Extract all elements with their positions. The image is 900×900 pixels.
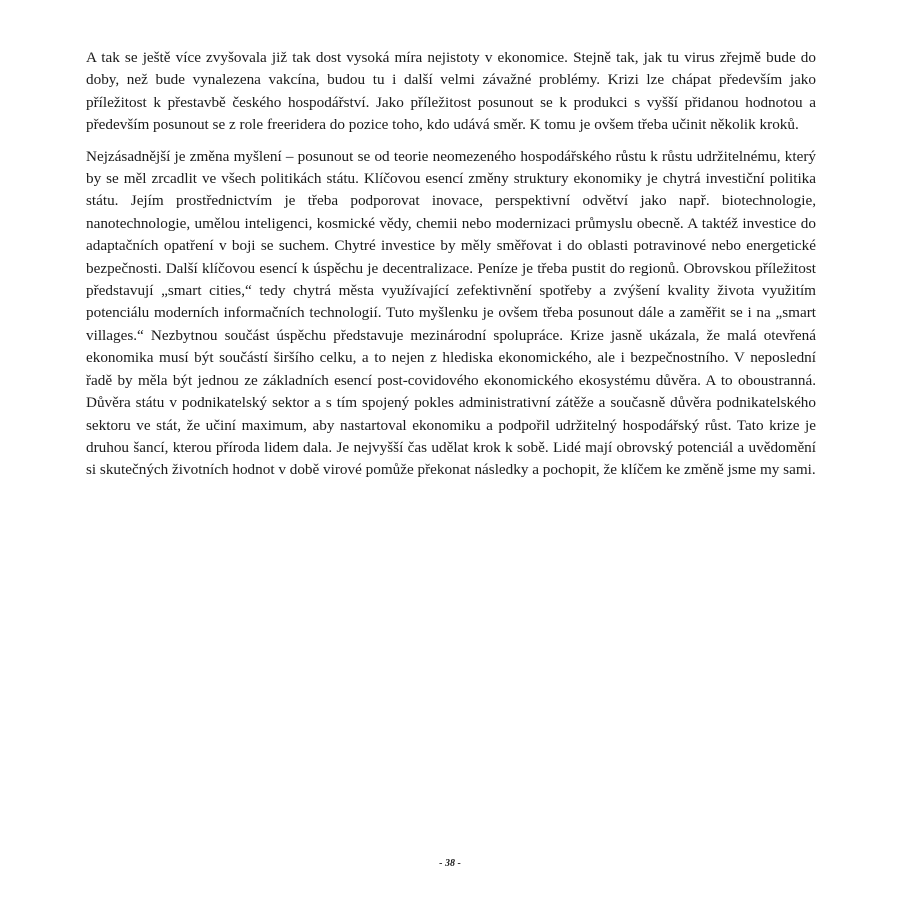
body-text [86, 47, 816, 482]
page-number: - 38 - [439, 858, 461, 869]
paragraph-1: A tak se ještě více zvyšovala již tak dost vysoká míra nejistoty v ekonomice. Stejně tak, jak tu virus zřejmě bude do doby, než bude vynalezena vakcína, budou tu i další velmi závažné problémy. Krizi lze chápat především jako příležitost k přestavbě českého hospodářství. Jako příležitost posunout se k produkci s vyšší přidanou hodnotou a především posunout se z role freeridera do pozice toho, kdo udává směr. K tomu je ovšem třeba učinit několik kroků. [86, 49, 816, 134]
paragraph-2: Nejzásadnější je změna myšlení – posunout se od teorie neomezeného hospodářského růstu k růstu udržitelnému, který by se měl zrcadlit ve všech politikách státu. Klíčovou esencí změny struktury ekonomiky je chytrá investiční politika státu. Jejím prostřednictvím je třeba podporovat inovace, perspektivní odvětví jako např. biotechnologie, nanotechnologie, umělou inteligenci, kosmické vědy, chemii nebo modernizaci průmyslu obecně. A taktéž investice do adaptačních opatření v boji se suchem. Chytré investice by měly směřovat i do oblasti potravinové nebo energetické bezpečnosti. Další klíčovou esencí k úspěchu je decentralizace. Peníze je třeba pustit do regionů. Obrovskou příležitost představují „smart cities,“ tedy chytrá města využívající zefektivnění spotřeby a zvýšení kvality života využitím potenciálu moderních informačních technologií. Tuto myšlenku je ovšem třeba posunout dále a zaměřit se i na „smart villages.“ Nezbytnou součást úspěchu představuje mezinárodní spolupráce. Krize jasně ukázala, že malá otevřená ekonomika musí být součástí širšího celku, a to nejen z hlediska ekonomického, ale i bezpečnostního. V neposlední řadě by měla být jednou ze základních esencí post-covidového ekonomického ekosystému důvěra. A to oboustranná. Důvěra státu v podnikatelský sektor a s tím spojený pokles administrativní zátěže a současně důvěra podnikatelského sektoru ve stát, že učiní maximum, aby nastartoval ekonomiku a podpořil udržitelný hospodářský růst. Tato krize je druhou šancí, kterou příroda lidem dala. Je nejvyšší čas udělat krok k sobě. Lidé mají obrovský potenciál a uvědomění si skutečných životních hodnot v době virové pomůže překonat následky a pochopit, že klíčem ke změně jsme my sami. [86, 147, 816, 479]
